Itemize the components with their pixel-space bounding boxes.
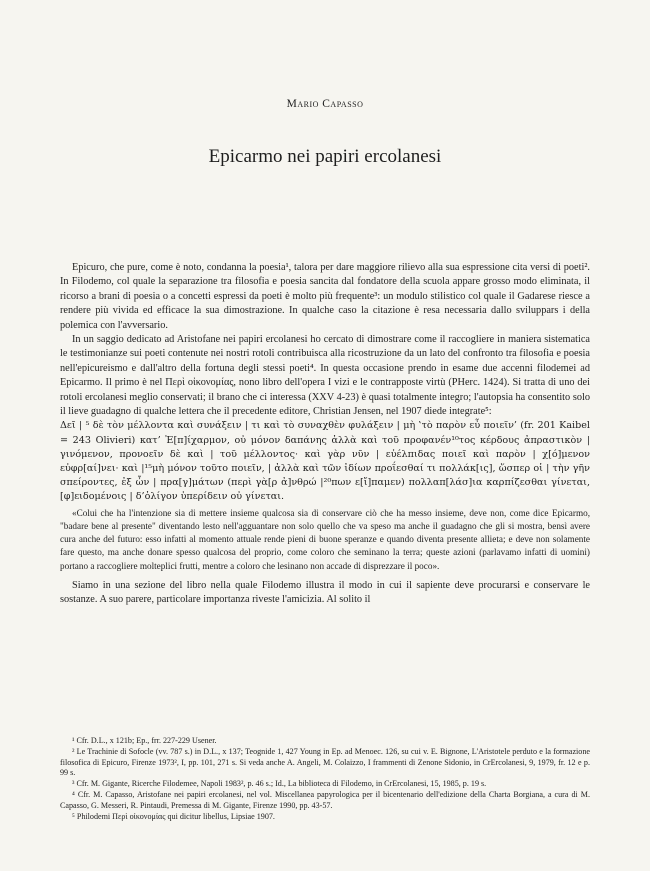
- footnote-3: ³ Cfr. M. Gigante, Ricerche Filodemee, Napoli 1983², p. 46 s.; Id., La biblioteca di Filodemo, in CrErcolanesi, 15, 1985, p. 19 s.: [72, 779, 487, 789]
- italian-translation: «Colui che ha l'intenzione sia di mettere insieme qualcosa sia di conservare ciò che ha messo insieme, deve non, come dice Epicarmo, "badare bene al presente" diventando lesto nell'agguantare non solo quello che va speso ma anche il guadagno che gli si mostra, bensì avere cura anche del futuro: esso infatti al momento attuale rende pieni di buone speranze e quando diventa presente allieta; e deve non solamente fare questo, ma anche donare spesso qualcosa del proprio, come coloro che seminano la terra; queste azioni (parlavamo infatti di uomini) portano a raccogliere molteplici frutti, mentre a coloro che lesinano non accade di disprezzare il poco».: [60, 507, 590, 571]
- footnotes: [60, 736, 590, 822]
- footnote-4: ⁴ Cfr. M. Capasso, Aristofane nei papiri ercolanesi, nel vol. Miscellanea papyrologica per il bicentenario dell'edizione della Charta Borgiana, a cura di M. Capasso, G. Messeri, R. Pintaudi, Premessa di M. Gigante, Firenze 1990, pp. 43-57.: [60, 789, 590, 810]
- greek-quotation: Δεῖ | ⁵ δὲ τὸν μέλλοντα καὶ συνάξειν | τι καὶ τὸ συναχθὲν φυλάξειν | μὴ ‛τὸ παρὸν εὖ ποιεῖν’ (fr. 201 Kaibel = 243 Olivieri) κατ’ Ἐ[π]ίχαρμον, οὐ μόνον δαπάνης ἀλλὰ καὶ τοῦ προφανέν¹⁰τος κέρδους ἀπραστικὸν | γινόμενον, προνοεῖν δὲ καὶ | τοῦ μέλλοντος· καὶ γὰρ νῦν | εὐέλπιδας ποιεῖ καὶ παρὸν | χ[ό]μενον εὐφρ[αί]νει· καὶ |¹⁵μὴ μόνον τοῦτο ποιεῖν, | ἀλλὰ καὶ τῶν ἰδίων προΐεσθαί τι πολλάκ[ις], ὥσπερ οἱ | τὴν γῆν σπείροντες, ἐξ ὧν | πρα[γ]μάτων (περὶ γὰ[ρ ἀ]νθρώ |²⁰πων ε[ἴ]παμεν) πολλαπ[λάσ]ια καρπίζεσθαι γίνεται, [φ]ειδομένοις | δ’ὀλίγον ὑπερίδειν οὐ γίνεται.: [60, 420, 590, 503]
- footnote-5: ⁵ Philodemi Περὶ οἰκονομίας qui dicitur libellus, Lipsiae 1907.: [72, 811, 275, 821]
- article-body: [60, 261, 590, 608]
- paragraph-2: In un saggio dedicato ad Aristofane nei papiri ercolanesi ho cercato di dimostrare come il raccogliere in maniera sistematica le testimonianze sui poeti contenute nei nostri rotoli contribuisca alla ricostruzione da un lato del confronto tra filosofia e poesia nell'epicureismo e dall'altro della fortuna degli stessi poeti⁴. In questa occasione prendo in esame due accenni filodemei ad Epicarmo. Il primo è nel Περὶ οἰκονομίας, nono libro dell'opera I vizi e le contrapposte virtù (PHerc. 1424). Si tratta di uno dei rotoli ercolanesi meglio conservati; il brano che ci interessa (XXV 4-23) è quasi totalmente integro; l'autopsia ha consentito solo il lieve guadagno di qualche lettera che il precedente editore, Christian Jensen, nel 1907 diede integrate⁵:: [60, 334, 590, 418]
- paragraph-3: Siamo in una sezione del libro nella quale Filodemo illustra il modo in cui il sapiente deve procurarsi e conservare le sostanze. A suo parere, particolare importanza riveste l'amicizia. Al solito il: [60, 579, 590, 606]
- author-name: Mario Capasso: [286, 98, 364, 110]
- paragraph-1: Epicuro, che pure, come è noto, condanna la poesia¹, talora per dare maggiore rilievo alla sua espressione cita versi di poeti². In Filodemo, col quale la separazione tra filosofia e poesia sancita dal fondatore della scuola appare grosso modo eliminata, il ricorso a brani di poesia o a concetti espressi da poeti è molto più frequente³: un modulo stilistico col quale il Gadarese riesce a rendere più vivida ed efficace la sua dimostrazione. In qualche caso la citazione è resa necessaria dallo sviluppars i della polemica con l'avversario.: [60, 262, 590, 331]
- footnote-1: ¹ Cfr. D.L., x 121b; Ep., frr. 227-229 Usener.: [72, 736, 217, 745]
- footnote-2: ² Le Trachinie di Sofocle (vv. 787 s.) in D.L., x 137; Teognide 1, 427 Young in Ep. ad Menoec. 126, su cui v. E. Bignone, L'Aristotele perduto e la formazione filosofica di Epicuro, Firenze 1973², I, pp. 101, 271 s. Si veda anche A. Angeli, M. Colaizzo, I frammenti di Zenone Sidonio, in CrErcolanesi, 9, 1979, fr. 12 e p. 99 s.: [60, 746, 590, 778]
- article-title: Epicarmo nei papiri ercolanesi: [208, 146, 442, 167]
